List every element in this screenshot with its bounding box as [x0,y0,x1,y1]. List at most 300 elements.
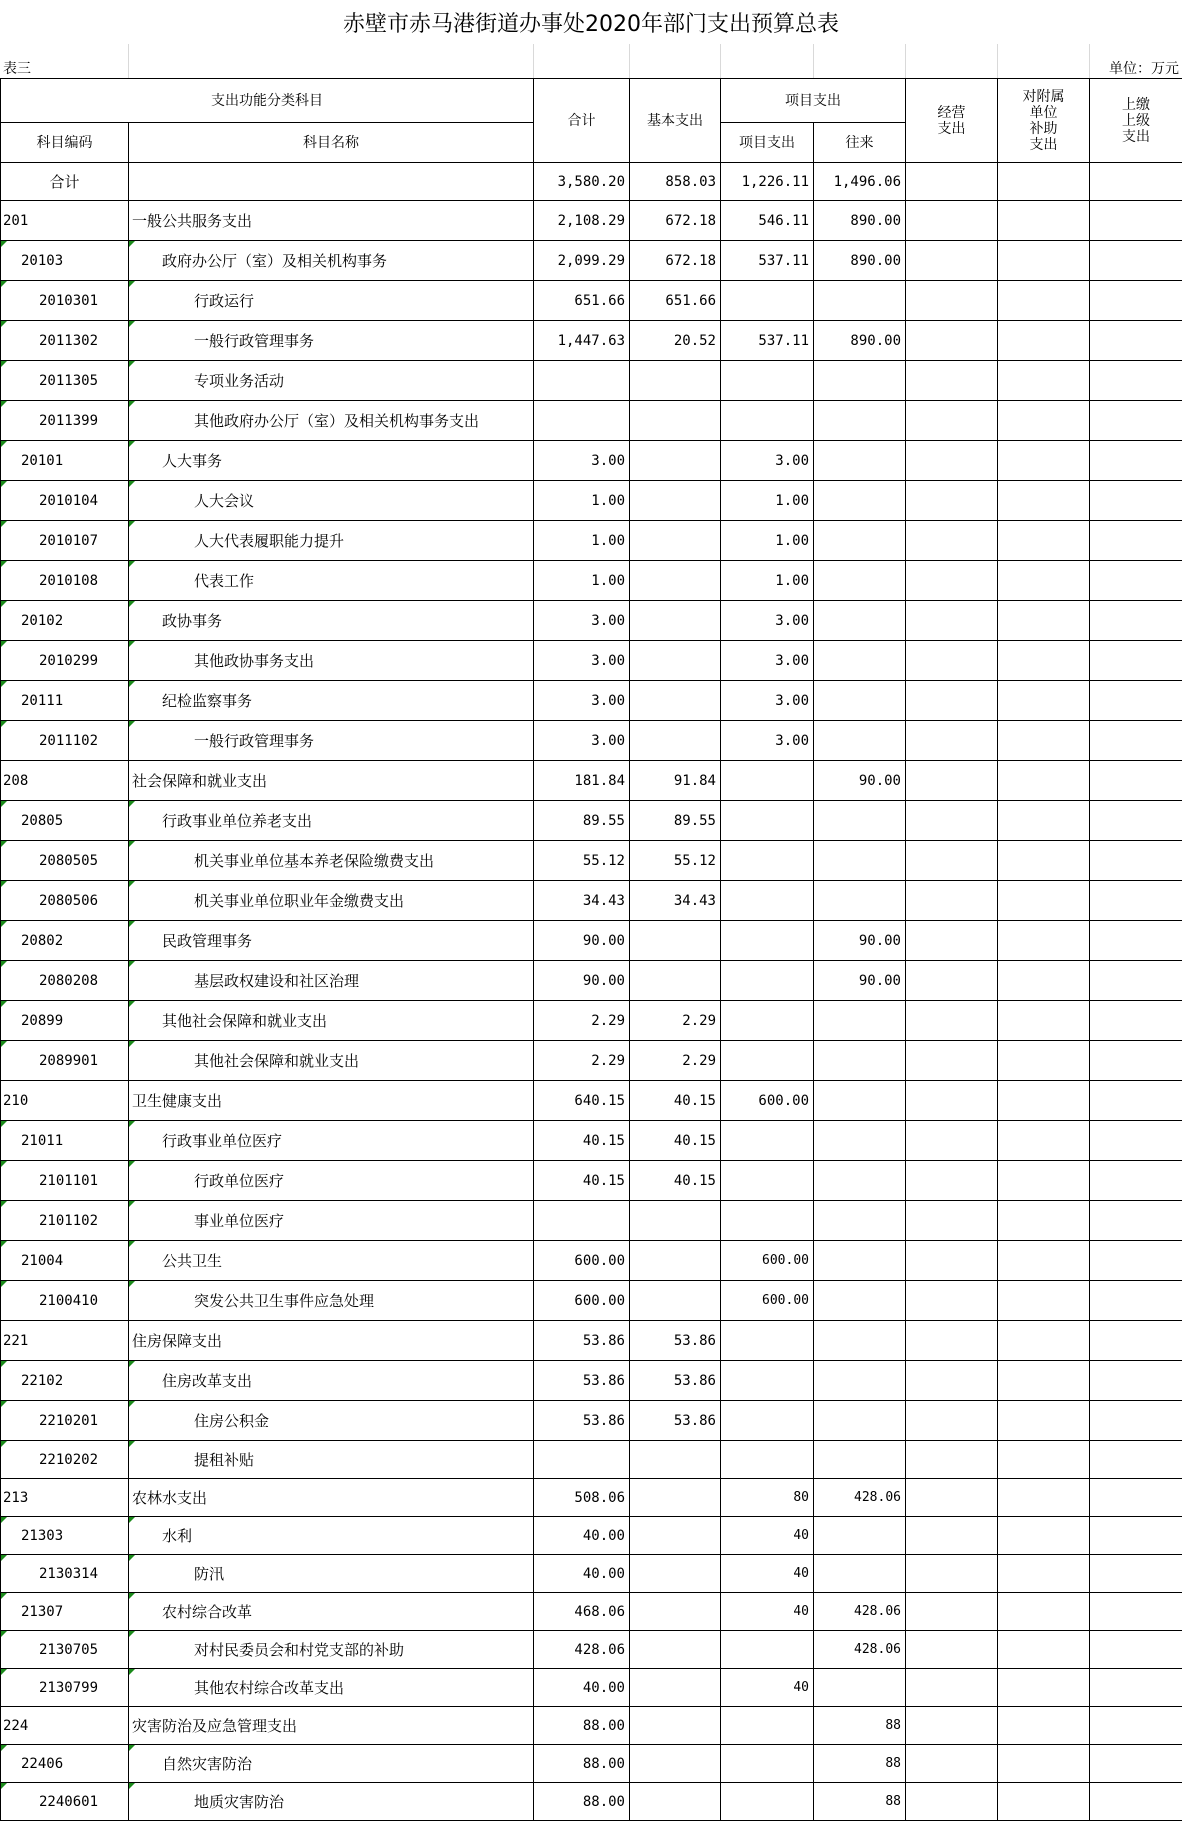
table-row [1,881,1182,921]
row-total: 40.00 [534,1669,630,1707]
row-subsidy [998,1361,1090,1401]
table-row [1,1517,1182,1555]
row-transfer [814,521,906,561]
row-operating [906,1081,998,1121]
project-group-header: 项目支出 [721,79,906,123]
row-upper [1090,1081,1182,1121]
table-row [1,521,1182,561]
table-row [1,1745,1182,1783]
row-total: 3.00 [534,601,630,641]
row-project: 3.00 [721,601,814,641]
row-project [721,961,814,1001]
row-upper [1090,881,1182,921]
row-code: 20805 [1,801,129,841]
row-subsidy [998,401,1090,441]
row-project: 3.00 [721,641,814,681]
row-upper [1090,1281,1182,1321]
row-subsidy [998,1041,1090,1081]
row-project [721,881,814,921]
row-subsidy [998,1555,1090,1593]
row-subsidy [998,761,1090,801]
row-basic [630,681,721,721]
total-row-label: 合计 [1,163,129,201]
row-transfer [814,441,906,481]
row-subsidy [998,241,1090,281]
row-operating [906,681,998,721]
row-total: 181.84 [534,761,630,801]
row-project [721,1707,814,1745]
row-subsidy [998,921,1090,961]
row-basic [630,921,721,961]
row-total: 600.00 [534,1241,630,1281]
row-code: 2011302 [1,321,129,361]
row-project: 546.11 [721,201,814,241]
row-transfer: 88 [814,1783,906,1821]
row-code: 2010104 [1,481,129,521]
row-project [721,1361,814,1401]
row-code: 20103 [1,241,129,281]
row-subsidy [998,321,1090,361]
row-name: 住房改革支出 [129,1361,534,1401]
row-subsidy [998,521,1090,561]
row-subsidy [998,841,1090,881]
table-row [1,1555,1182,1593]
row-name: 人大代表履职能力提升 [129,521,534,561]
row-total: 2,099.29 [534,241,630,281]
row-project [721,401,814,441]
row-project [721,1783,814,1821]
row-total: 89.55 [534,801,630,841]
row-code: 2101102 [1,1201,129,1241]
row-code: 22102 [1,1361,129,1401]
row-project [721,1001,814,1041]
table-row [1,1441,1182,1479]
row-code: 21004 [1,1241,129,1281]
row-total: 90.00 [534,961,630,1001]
row-total: 468.06 [534,1593,630,1631]
row-project: 3.00 [721,681,814,721]
row-total: 1.00 [534,481,630,521]
row-name: 自然灾害防治 [129,1745,534,1783]
row-upper [1090,1745,1182,1783]
table-row [1,801,1182,841]
row-subsidy [998,961,1090,1001]
row-name: 专项业务活动 [129,361,534,401]
row-operating [906,1783,998,1821]
row-transfer [814,361,906,401]
row-project [721,1321,814,1361]
table-row [1,1241,1182,1281]
table-row [1,641,1182,681]
row-name: 行政运行 [129,281,534,321]
row-basic [630,361,721,401]
row-project: 600.00 [721,1281,814,1321]
row-upper [1090,961,1182,1001]
row-upper [1090,1161,1182,1201]
row-operating [906,1517,998,1555]
row-subsidy [998,1121,1090,1161]
row-transfer: 90.00 [814,761,906,801]
row-project: 80 [721,1479,814,1517]
total-header: 合计 [534,79,630,163]
row-subsidy [998,1001,1090,1041]
table-row [1,281,1182,321]
row-name: 人大事务 [129,441,534,481]
row-basic: 89.55 [630,801,721,841]
row-code: 2010107 [1,521,129,561]
row-operating [906,1669,998,1707]
row-operating [906,1441,998,1479]
row-transfer: 428.06 [814,1593,906,1631]
row-code: 2010299 [1,641,129,681]
row-upper [1090,1201,1182,1241]
row-upper [1090,681,1182,721]
row-transfer [814,841,906,881]
row-code: 2010108 [1,561,129,601]
row-subsidy [998,1479,1090,1517]
page-title: 赤壁市赤马港街道办事处2020年部门支出预算总表 [0,0,1182,44]
row-upper [1090,1321,1182,1361]
row-basic: 55.12 [630,841,721,881]
row-upper [1090,281,1182,321]
row-transfer: 890.00 [814,321,906,361]
row-name: 行政事业单位养老支出 [129,801,534,841]
row-name: 一般公共服务支出 [129,201,534,241]
operating-header: 经营 支出 [906,79,998,163]
row-subsidy [998,481,1090,521]
row-subsidy [998,1401,1090,1441]
row-operating [906,281,998,321]
row-upper [1090,521,1182,561]
row-subsidy [998,801,1090,841]
row-code: 21307 [1,1593,129,1631]
row-total: 34.43 [534,881,630,921]
row-operating [906,1401,998,1441]
row-upper [1090,721,1182,761]
row-transfer [814,881,906,921]
table-subheader [0,44,1182,78]
table-row [1,1161,1182,1201]
row-name: 其他农村综合改革支出 [129,1669,534,1707]
total-row-basic: 858.03 [630,163,721,201]
row-basic: 53.86 [630,1321,721,1361]
row-basic: 34.43 [630,881,721,921]
row-transfer: 890.00 [814,201,906,241]
row-operating [906,361,998,401]
row-project: 600.00 [721,1081,814,1121]
row-project [721,1041,814,1081]
row-name: 防汛 [129,1555,534,1593]
subsidy-header: 对附属 单位 补助 支出 [998,79,1090,163]
row-upper [1090,1401,1182,1441]
row-name: 其他社会保障和就业支出 [129,1001,534,1041]
row-name: 其他政府办公厅（室）及相关机构事务支出 [129,401,534,441]
row-operating [906,1001,998,1041]
row-project: 1.00 [721,481,814,521]
row-total: 2.29 [534,1041,630,1081]
row-transfer [814,401,906,441]
row-basic [630,1707,721,1745]
row-basic: 53.86 [630,1361,721,1401]
row-operating [906,1281,998,1321]
row-total: 40.15 [534,1161,630,1201]
row-subsidy [998,1241,1090,1281]
table-row [1,361,1182,401]
row-code: 221 [1,1321,129,1361]
row-transfer [814,1555,906,1593]
row-project: 3.00 [721,441,814,481]
row-basic: 651.66 [630,281,721,321]
row-name: 灾害防治及应急管理支出 [129,1707,534,1745]
row-subsidy [998,1441,1090,1479]
row-subsidy [998,1593,1090,1631]
row-basic: 40.15 [630,1161,721,1201]
row-operating [906,1745,998,1783]
row-upper [1090,801,1182,841]
row-transfer [814,1669,906,1707]
row-basic [630,721,721,761]
row-operating [906,641,998,681]
row-operating [906,1593,998,1631]
table-row [1,1001,1182,1041]
row-subsidy [998,601,1090,641]
row-subsidy [998,1783,1090,1821]
table-row [1,561,1182,601]
row-basic [630,1593,721,1631]
row-operating [906,561,998,601]
row-code: 20102 [1,601,129,641]
row-transfer: 890.00 [814,241,906,281]
row-operating [906,921,998,961]
row-code: 2080208 [1,961,129,1001]
row-basic [630,521,721,561]
row-code: 2010301 [1,281,129,321]
row-code: 2240601 [1,1783,129,1821]
row-operating [906,441,998,481]
row-basic [630,561,721,601]
table-row [1,761,1182,801]
table-row [1,961,1182,1001]
row-code: 2210201 [1,1401,129,1441]
row-upper [1090,921,1182,961]
table-row [1,681,1182,721]
row-total: 2,108.29 [534,201,630,241]
row-upper [1090,201,1182,241]
row-upper [1090,1241,1182,1281]
row-subsidy [998,1281,1090,1321]
row-total: 3.00 [534,641,630,681]
row-basic [630,1201,721,1241]
row-transfer [814,1281,906,1321]
row-subsidy [998,1081,1090,1121]
unit-label: 单位：万元 [1109,58,1179,78]
basic-header: 基本支出 [630,79,721,163]
row-name: 基层政权建设和社区治理 [129,961,534,1001]
row-basic [630,1241,721,1281]
row-transfer [814,1361,906,1401]
row-code: 2080506 [1,881,129,921]
row-project: 600.00 [721,1241,814,1281]
row-code: 208 [1,761,129,801]
total-row [1,163,1182,201]
row-upper [1090,401,1182,441]
row-name: 政府办公厅（室）及相关机构事务 [129,241,534,281]
row-project: 40 [721,1593,814,1631]
row-transfer: 88 [814,1707,906,1745]
row-basic: 20.52 [630,321,721,361]
row-operating [906,761,998,801]
row-transfer [814,281,906,321]
row-operating [906,841,998,881]
row-code: 2011399 [1,401,129,441]
total-row-transfer: 1,496.06 [814,163,906,201]
row-total: 53.86 [534,1401,630,1441]
row-basic [630,1631,721,1669]
row-project [721,361,814,401]
row-operating [906,481,998,521]
name-header: 科目名称 [129,123,534,163]
row-project [721,841,814,881]
row-subsidy [998,281,1090,321]
table-row [1,721,1182,761]
table-row [1,1121,1182,1161]
row-name: 卫生健康支出 [129,1081,534,1121]
row-total: 90.00 [534,921,630,961]
row-upper [1090,321,1182,361]
row-total [534,401,630,441]
row-transfer [814,1241,906,1281]
row-upper [1090,1783,1182,1821]
row-code: 2080505 [1,841,129,881]
table-row [1,441,1182,481]
row-transfer [814,601,906,641]
row-code: 2089901 [1,1041,129,1081]
table-row [1,1783,1182,1821]
row-project: 1.00 [721,561,814,601]
row-project: 537.11 [721,321,814,361]
row-name: 人大会议 [129,481,534,521]
row-operating [906,401,998,441]
row-name: 一般行政管理事务 [129,321,534,361]
row-name: 社会保障和就业支出 [129,761,534,801]
row-basic: 672.18 [630,241,721,281]
row-basic [630,441,721,481]
row-name: 机关事业单位基本养老保险缴费支出 [129,841,534,881]
row-transfer [814,681,906,721]
row-upper [1090,1555,1182,1593]
row-project: 1.00 [721,521,814,561]
row-upper [1090,1669,1182,1707]
row-total: 3.00 [534,441,630,481]
row-basic [630,1555,721,1593]
table-row [1,481,1182,521]
row-upper [1090,361,1182,401]
row-code: 22406 [1,1745,129,1783]
row-code: 21011 [1,1121,129,1161]
row-operating [906,1121,998,1161]
row-project [721,1631,814,1669]
row-code: 20899 [1,1001,129,1041]
row-subsidy [998,1707,1090,1745]
row-name: 住房保障支出 [129,1321,534,1361]
row-name: 事业单位医疗 [129,1201,534,1241]
row-name: 对村民委员会和村党支部的补助 [129,1631,534,1669]
row-project [721,281,814,321]
row-upper [1090,1441,1182,1479]
row-subsidy [998,441,1090,481]
row-project [721,761,814,801]
row-code: 224 [1,1707,129,1745]
category-header: 支出功能分类科目 [1,79,534,123]
row-project: 40 [721,1517,814,1555]
row-transfer [814,481,906,521]
row-code: 2100410 [1,1281,129,1321]
row-transfer [814,1041,906,1081]
table-row [1,1707,1182,1745]
row-basic [630,1479,721,1517]
row-upper [1090,1707,1182,1745]
row-operating [906,1555,998,1593]
row-project [721,1121,814,1161]
table-row [1,1361,1182,1401]
row-name: 政协事务 [129,601,534,641]
row-upper [1090,1001,1182,1041]
row-code: 2011305 [1,361,129,401]
row-basic [630,1783,721,1821]
row-project: 40 [721,1555,814,1593]
table-row [1,1401,1182,1441]
row-code: 2011102 [1,721,129,761]
row-basic [630,601,721,641]
row-upper [1090,1041,1182,1081]
row-total: 1,447.63 [534,321,630,361]
row-transfer [814,1121,906,1161]
row-name: 住房公积金 [129,1401,534,1441]
row-subsidy [998,681,1090,721]
row-code: 2130314 [1,1555,129,1593]
row-operating [906,1041,998,1081]
total-row-project: 1,226.11 [721,163,814,201]
row-upper [1090,561,1182,601]
row-subsidy [998,1631,1090,1669]
row-project: 40 [721,1669,814,1707]
row-code: 2101101 [1,1161,129,1201]
row-project [721,921,814,961]
row-transfer [814,561,906,601]
row-basic: 91.84 [630,761,721,801]
row-total [534,1201,630,1241]
row-subsidy [998,361,1090,401]
row-operating [906,601,998,641]
row-total [534,1441,630,1479]
row-upper [1090,761,1182,801]
transfer-header: 往来 [814,123,906,163]
row-upper [1090,1517,1182,1555]
row-name: 地质灾害防治 [129,1783,534,1821]
row-total: 53.86 [534,1321,630,1361]
row-name: 行政单位医疗 [129,1161,534,1201]
row-total: 1.00 [534,561,630,601]
row-project: 3.00 [721,721,814,761]
row-name: 其他社会保障和就业支出 [129,1041,534,1081]
row-name: 其他政协事务支出 [129,641,534,681]
table-row [1,601,1182,641]
row-project [721,1201,814,1241]
table-row [1,201,1182,241]
row-transfer [814,1201,906,1241]
row-operating [906,1161,998,1201]
row-total: 40.00 [534,1555,630,1593]
